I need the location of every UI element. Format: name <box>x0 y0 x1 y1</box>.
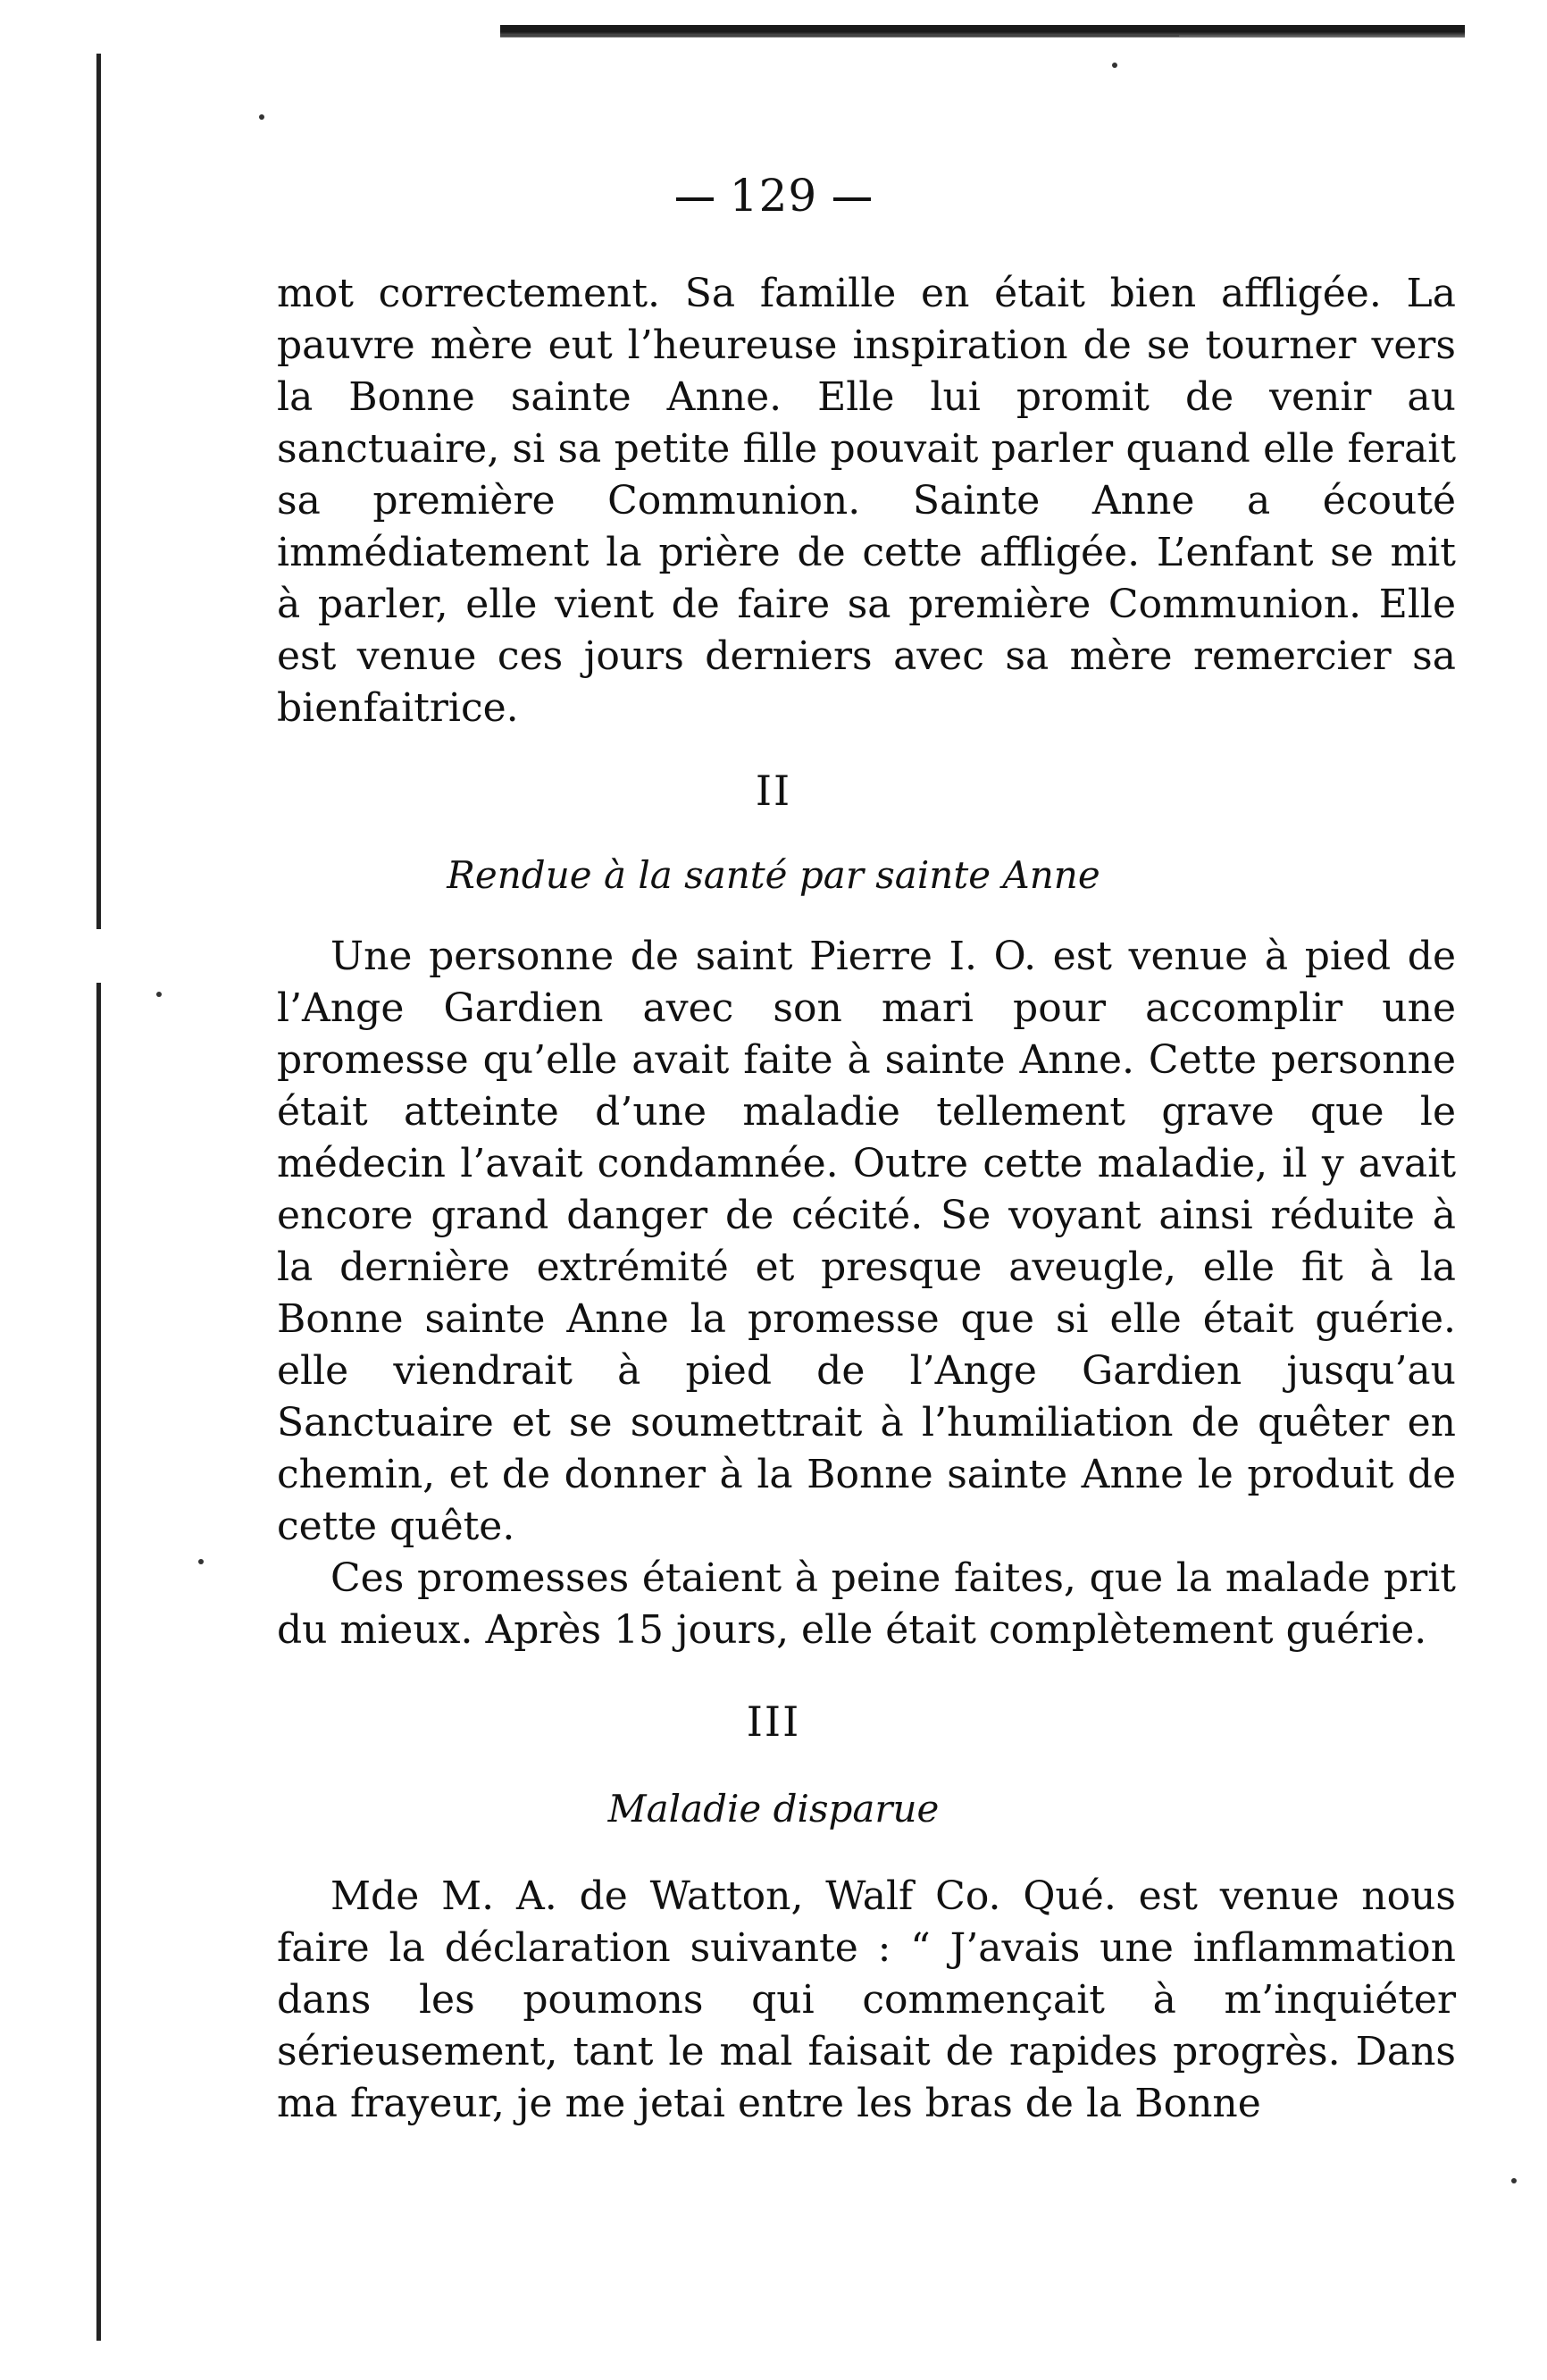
section-3-paragraph-1: Mde M. A. de Watton, Walf Co. Qué. est venue nous faire la déclaration suivante : “ J’avais une inflammation dans les poumons qui commençait à m’inquiéter sérieusement, tant le mal faisait de rapides progrès. Dans ma frayeur, je me jetai entre les bras de la Bonne <box>277 1873 1456 2126</box>
section-3-number: III <box>746 1697 801 1746</box>
section-2-number: II <box>755 767 792 815</box>
intro-text-block <box>277 268 1456 734</box>
top-border-rule-thin <box>500 34 1179 37</box>
intro-paragraph: mot correctement. Sa famille en était bien affligée. La pauvre mère eut l’heureuse inspiration de se tourner vers la Bonne sainte Anne. Elle lui promit de venir au sanctuaire, si sa petite fille pouvait parler quand elle ferait sa première Communion. Sainte Anne a écouté immédiatement la prière de cette affligée. L’enfant se mit à parler, elle vient de faire sa première Communion. Elle est venue ces jours derniers avec sa mère remercier sa bienfaitrice. <box>277 271 1456 731</box>
section-2-text-block <box>277 931 1456 1656</box>
scan-speck <box>259 114 264 120</box>
scan-speck <box>198 1559 204 1564</box>
scan-speck <box>1511 2178 1517 2183</box>
page-number-text: 129 <box>729 170 818 222</box>
left-margin-line-lower <box>96 983 101 2341</box>
section-3-text-block <box>277 1871 1456 2130</box>
page-number <box>0 170 1547 222</box>
page-number-dash-right <box>833 197 871 201</box>
section-2-paragraph-2: Ces promesses étaient à peine faites, que la malade prit du mieux. Après 15 jours, elle était complètement guérie. <box>277 1555 1456 1653</box>
scan-speck <box>156 992 162 997</box>
section-2-title: Rendue à la santé par sainte Anne <box>447 853 1100 897</box>
scan-speck <box>1112 63 1117 68</box>
page-number-dash-left <box>676 197 714 201</box>
section-3-title: Maladie disparue <box>607 1787 940 1831</box>
section-2-paragraph-1: Une personne de saint Pierre I. O. est venue à pied de l’Ange Gardien avec son mari pour accomplir une promesse qu’elle avait faite à sainte Anne. Cette personne était atteinte d’une maladie tellement grave que le médecin l’avait condamnée. Outre cette maladie, il y avait encore grand danger de cécité. Se voyant ainsi réduite à la dernière extrémité et presque aveugle, elle fit à la Bonne sainte Anne la promesse que si elle était guérie. elle viendrait à pied de l’Ange Gardien jusqu’au Sanctuaire et se soumettrait à l’humiliation de quêter en chemin, et de donner à la Bonne sainte Anne le produit de cette quête. <box>277 934 1456 1549</box>
